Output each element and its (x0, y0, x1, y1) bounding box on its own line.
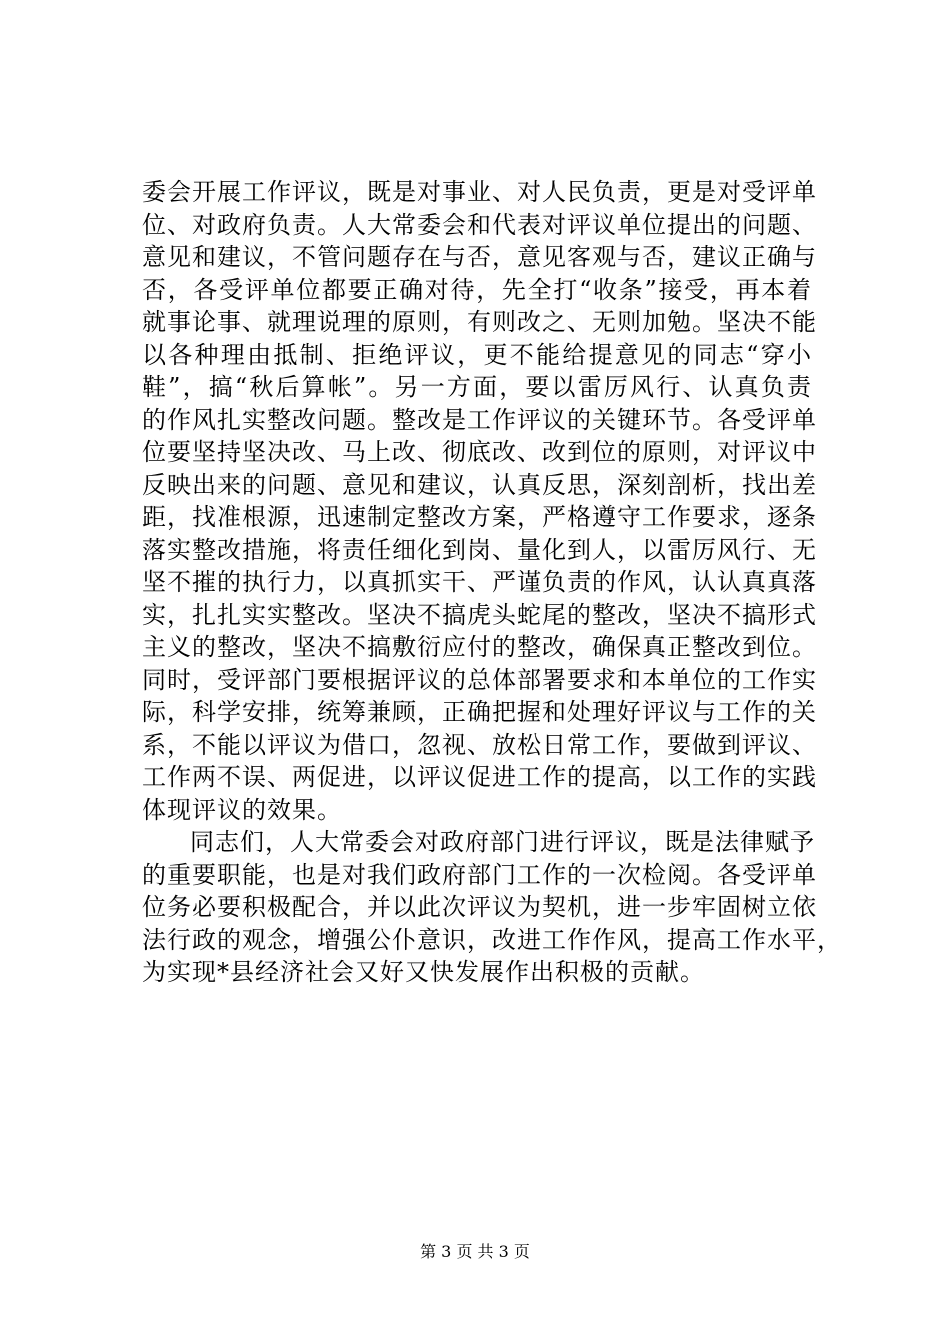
page-footer: 第 3 页 共 3 页 (420, 1242, 530, 1261)
text-line: 位、对政府负责。人大常委会和代表对评议单位提出的问题、 (142, 210, 817, 239)
text-line: 委会开展工作评议，既是对事业、对人民负责，更是对受评单 (142, 178, 817, 206)
text-line: 系，不能以评议为借口，忽视、放松日常工作，要做到评议、 (142, 730, 817, 759)
text-line: 的作风扎实整改问题。整改是工作评议的关键环节。各受评单 (142, 405, 817, 434)
text-line: 意见和建议，不管问题存在与否，意见客观与否，建议正确与 (142, 243, 817, 271)
text-line: 际，科学安排，统筹兼顾，正确把握和处理好评议与工作的关 (142, 698, 817, 726)
text-line: 同志们，人大常委会对政府部门进行评议，既是法律赋予 (190, 828, 815, 856)
text-line: 落实整改措施，将责任细化到岗、量化到人，以雷厉风行、无 (142, 535, 817, 564)
text-line: 法行政的观念，增强公仆意识，改进工作作风，提高工作水平， (142, 925, 842, 954)
paragraph (142, 176, 817, 826)
text-line: 就事论事、就理说理的原则，有则改之、无则加勉。坚决不能 (142, 308, 817, 336)
text-line: 否，各受评单位都要正确对待，先全打“收条”接受，再本着 (142, 275, 812, 304)
text-line: 同时，受评部门要根据评议的总体部署要求和本单位的工作实 (142, 665, 817, 694)
text-line: 距，找准根源，迅速制定整改方案，严格遵守工作要求，逐条 (142, 503, 817, 531)
text-line: 实，扎扎实实整改。坚决不搞虎头蛇尾的整改，坚决不搞形式 (142, 600, 817, 629)
paragraph (142, 826, 842, 989)
text-line: 以各种理由抵制、拒绝评议，更不能给提意见的同志“穿小 (142, 340, 812, 369)
text-line: 为实现*县经济社会又好又快发展作出积极的贡献。 (142, 958, 705, 986)
text-line: 位务必要积极配合，并以此次评议为契机，进一步牢固树立依 (142, 893, 817, 921)
text-line: 位要坚持坚决改、马上改、彻底改、改到位的原则，对评议中 (142, 438, 817, 466)
text-line: 主义的整改，坚决不搞敷衍应付的整改，确保真正整改到位。 (142, 633, 817, 661)
body-text (142, 176, 842, 989)
text-line: 坚不摧的执行力，以真抓实干、严谨负责的作风，认认真真落 (142, 568, 817, 596)
text-line: 工作两不误、两促进，以评议促进工作的提高，以工作的实践 (142, 763, 817, 791)
text-line: 鞋”，搞“秋后算帐”。另一方面，要以雷厉风行、认真负责 (142, 373, 812, 401)
text-line: 反映出来的问题、意见和建议，认真反思，深刻剖析，找出差 (142, 470, 817, 499)
text-line: 的重要职能，也是对我们政府部门工作的一次检阅。各受评单 (142, 860, 817, 889)
text-line: 体现评议的效果。 (142, 795, 342, 824)
